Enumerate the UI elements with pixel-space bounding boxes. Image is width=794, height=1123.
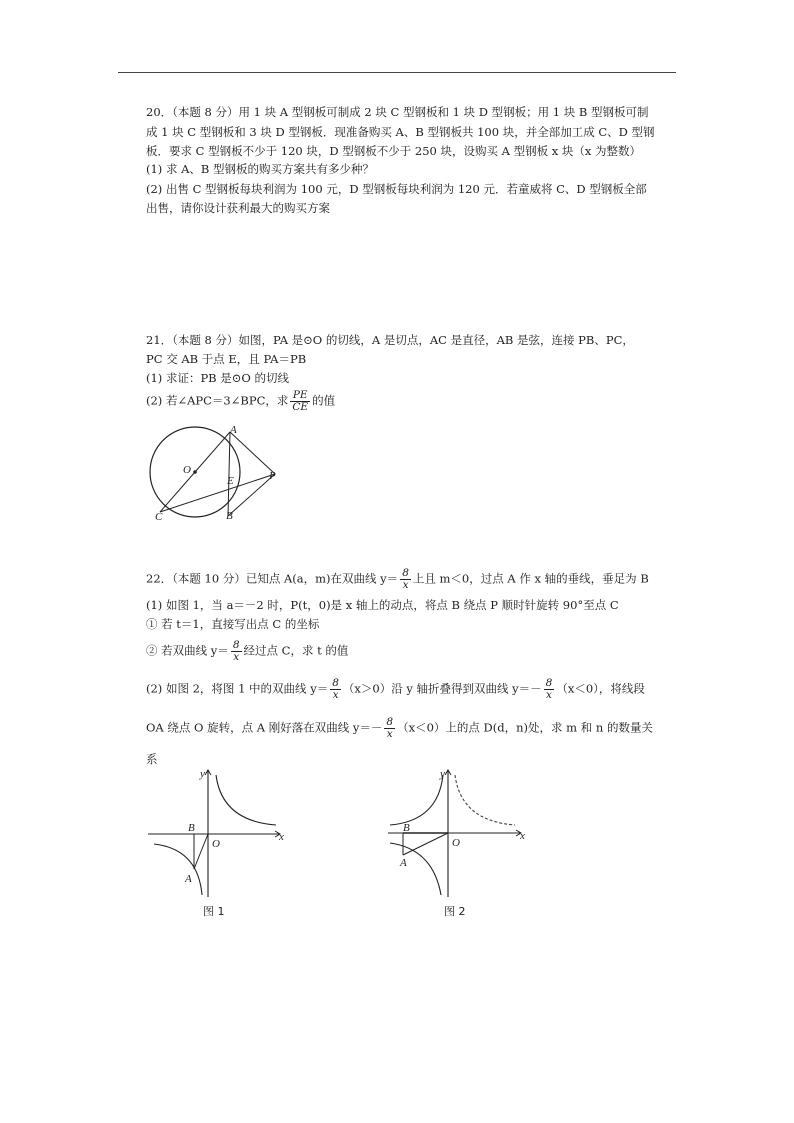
eight-over-x-fraction bbox=[400, 568, 411, 591]
label-y: y bbox=[200, 768, 205, 780]
header-rule bbox=[118, 72, 676, 73]
label-x: x bbox=[279, 831, 284, 843]
label-a: A bbox=[230, 424, 237, 436]
segment-pb bbox=[228, 474, 275, 516]
q22-line-6 bbox=[146, 717, 653, 740]
q22-line-4-suffix: 经过点 C，求 t 的值 bbox=[243, 643, 349, 658]
fraction-denominator: x bbox=[332, 689, 339, 701]
q20-line-2: 成 1 块 C 型钢板和 3 块 D 型钢板．现准备购买 A、B 型钢板共 100 块，并全部加工成 C、D 型钢 bbox=[146, 125, 655, 139]
q22-line-5-middle: （x＞0）沿 y 轴折叠得到双曲线 y＝－ bbox=[342, 681, 542, 696]
label-e: E bbox=[227, 475, 234, 487]
q22-figure-1 bbox=[140, 765, 290, 900]
fraction-denominator: CE bbox=[292, 401, 309, 413]
q22-line-6-suffix: （x＜0）上的点 D(d，n)处，求 m 和 n 的数量关 bbox=[397, 720, 653, 735]
fraction-numerator: 8 bbox=[386, 716, 394, 728]
eight-over-x-fraction bbox=[231, 640, 242, 663]
fraction-numerator: 8 bbox=[402, 567, 409, 579]
label-a: A bbox=[185, 873, 192, 885]
fraction-denominator: x bbox=[402, 579, 409, 591]
label-o: O bbox=[212, 838, 220, 850]
segment-oa bbox=[194, 834, 208, 869]
q20-line-1: 20．（本题 8 分）用 1 块 A 型钢板可制成 2 块 C 型钢板和 1 块 D 型钢板；用 1 块 B 型钢板可制 bbox=[146, 105, 649, 119]
label-o: O bbox=[452, 837, 460, 849]
hyperbola-branch-q1-dashed bbox=[455, 775, 515, 825]
label-p: P bbox=[269, 470, 276, 482]
q22-line-7: 系 bbox=[146, 752, 158, 766]
q22-line-3: ① 若 t＝1，直接写出点 C 的坐标 bbox=[146, 617, 320, 631]
q22-line-5-prefix: (2) 如图 2，将图 1 中的双曲线 y＝ bbox=[146, 681, 329, 696]
chord-ab bbox=[228, 432, 230, 516]
q22-line-1 bbox=[146, 568, 649, 591]
segment-oa bbox=[403, 833, 448, 855]
q21-line-4-suffix: 的值 bbox=[312, 393, 336, 408]
fraction-denominator: x bbox=[546, 689, 552, 701]
eight-over-x-fraction bbox=[384, 717, 395, 740]
q22-figure-2 bbox=[383, 765, 533, 900]
fraction-numerator: PE bbox=[290, 390, 310, 402]
hyperbola-branch-q2 bbox=[390, 775, 443, 825]
q20-line-3: 板．要求 C 型钢板不少于 120 块，D 型钢板不少于 250 块，设购买 A 型钢板 x 块（x 为整数） bbox=[146, 144, 642, 158]
q22-line-5 bbox=[146, 678, 645, 701]
q21-line-1: 21．（本题 8 分）如图，PA 是⊙O 的切线，A 是切点，AC 是直径，AB 是弦，连接 PB、PC， bbox=[146, 333, 634, 347]
q22-line-1-suffix: 上且 m＜0，过点 A 作 x 轴的垂线，垂足为 B bbox=[412, 571, 649, 586]
label-o: O bbox=[183, 464, 191, 476]
eight-over-x-fraction bbox=[544, 678, 555, 701]
fraction-numerator: 8 bbox=[332, 677, 339, 689]
hyperbola-branch-q3 bbox=[154, 844, 202, 895]
q22-line-2: (1) 如图 1，当 a＝－2 时，P(t，0)是 x 轴上的动点，将点 B 绕点 P 顺时针旋转 90°至点 C bbox=[146, 598, 619, 612]
q22-line-4 bbox=[146, 640, 348, 663]
q21-line-4 bbox=[146, 390, 335, 413]
q20-line-4: (1) 求 A、B 型钢板的购买方案共有多少种？ bbox=[146, 162, 375, 176]
label-c: C bbox=[155, 511, 163, 523]
figure-1-caption: 图 1 bbox=[203, 905, 225, 918]
fraction-denominator: x bbox=[386, 728, 393, 740]
label-b: B bbox=[188, 822, 195, 834]
pe-over-ce-fraction bbox=[290, 390, 310, 413]
hyperbola-branch-q1 bbox=[216, 775, 276, 825]
tangent-pa bbox=[230, 432, 275, 474]
q21-line-3: (1) 求证：PB 是⊙O 的切线 bbox=[146, 371, 290, 385]
q21-circle-figure bbox=[140, 424, 290, 524]
q22-line-6-prefix: OA 绕点 O 旋转，点 A 刚好落在双曲线 y＝－ bbox=[146, 720, 383, 735]
hyperbola-branch-q3 bbox=[390, 843, 441, 895]
q22-line-5-suffix: （x＜0），将线段 bbox=[556, 681, 645, 696]
label-b: B bbox=[226, 510, 233, 522]
q20-line-5: (2) 出售 C 型钢板每块利润为 100 元，D 型钢板每块利润为 120 元．若童威将 C、D 型钢板全部 bbox=[146, 182, 647, 196]
q22-line-4-prefix: ② 若双曲线 y＝ bbox=[146, 643, 229, 658]
label-b: B bbox=[403, 822, 410, 834]
fraction-numerator: 8 bbox=[232, 639, 240, 651]
fraction-denominator: x bbox=[233, 651, 240, 663]
figure-2-caption: 图 2 bbox=[444, 905, 466, 918]
q22-line-1-prefix: 22．（本题 10 分）已知点 A(a，m)在双曲线 y＝ bbox=[146, 571, 399, 586]
eight-over-x-fraction bbox=[330, 678, 341, 701]
label-y: y bbox=[440, 768, 445, 780]
q21-line-4-prefix: (2) 若∠APC＝3∠BPC，求 bbox=[146, 393, 289, 408]
fraction-numerator: 8 bbox=[545, 677, 553, 689]
q20-line-6: 出售，请你设计获利最大的购买方案 bbox=[146, 201, 330, 215]
label-x: x bbox=[520, 830, 525, 842]
q21-line-2: PC 交 AB 于点 E，且 PA＝PB bbox=[146, 352, 307, 366]
label-a: A bbox=[400, 857, 407, 869]
center-o-dot bbox=[193, 470, 197, 474]
